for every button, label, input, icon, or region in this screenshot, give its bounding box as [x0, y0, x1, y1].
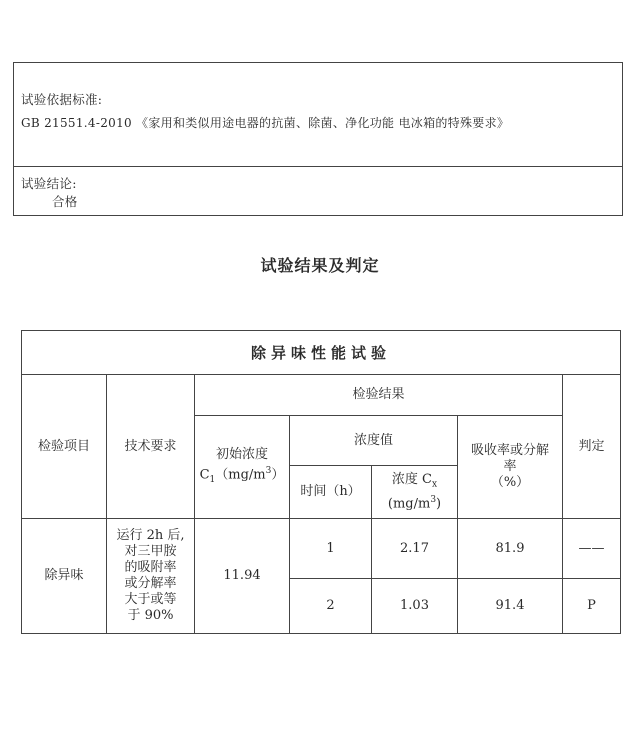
header-time: 时间（h）	[290, 466, 372, 519]
header-requirement: 技术要求	[107, 375, 195, 519]
conclusion-label: 试验结论:	[21, 176, 77, 191]
header-results: 检验结果	[195, 375, 563, 416]
standard-info-box	[13, 62, 623, 216]
conc-cx-name: 浓度 $C_x$	[391, 471, 438, 490]
basis-label: 试验依据标准:	[21, 92, 103, 107]
conc-cx-unit: $(mg/m^3)$	[387, 495, 442, 512]
judgement-cell: P	[563, 579, 621, 634]
judgement-cell: ——	[563, 519, 621, 579]
header-item: 检验项目	[22, 375, 107, 519]
item-cell: 除异味	[22, 519, 107, 634]
header-judgement: 判定	[563, 375, 621, 519]
header-initial-concentration	[195, 416, 290, 519]
results-table	[21, 330, 621, 634]
header-concentration-cx	[372, 466, 458, 519]
time-cell: 1	[290, 519, 372, 579]
initial-conc-symbol-unit: $C_1(mg/m^3)$	[199, 465, 285, 485]
header-concentration-value: 浓度值	[290, 416, 458, 466]
rate-cell: 91.4	[458, 579, 563, 634]
section-heading: 试验结果及判定	[260, 256, 380, 275]
initial-conc-name: 初始浓度	[215, 446, 268, 462]
header-rate	[458, 416, 563, 519]
concentration-cell: 2.17	[372, 519, 458, 579]
concentration-cell: 1.03	[372, 579, 458, 634]
time-cell: 2	[290, 579, 372, 634]
requirement-cell: 运行 2h 后, 对三甲胺 的吸附率 或分解率 大于或等 于 90%	[107, 519, 195, 634]
box-divider	[14, 166, 622, 167]
conclusion-value: 合格	[52, 194, 78, 209]
rate-label: 吸收率或分解率	[470, 443, 549, 474]
initial-concentration-cell: 11.94	[195, 519, 290, 634]
table-title: 除异味性能试验	[22, 331, 621, 375]
rate-cell: 81.9	[458, 519, 563, 579]
basis-text: GB 21551.4-2010 《家用和类似用途电器的抗菌、除菌、净化功能 电冰箱的特殊要求》	[21, 116, 510, 130]
rate-unit: （%）	[490, 475, 530, 490]
